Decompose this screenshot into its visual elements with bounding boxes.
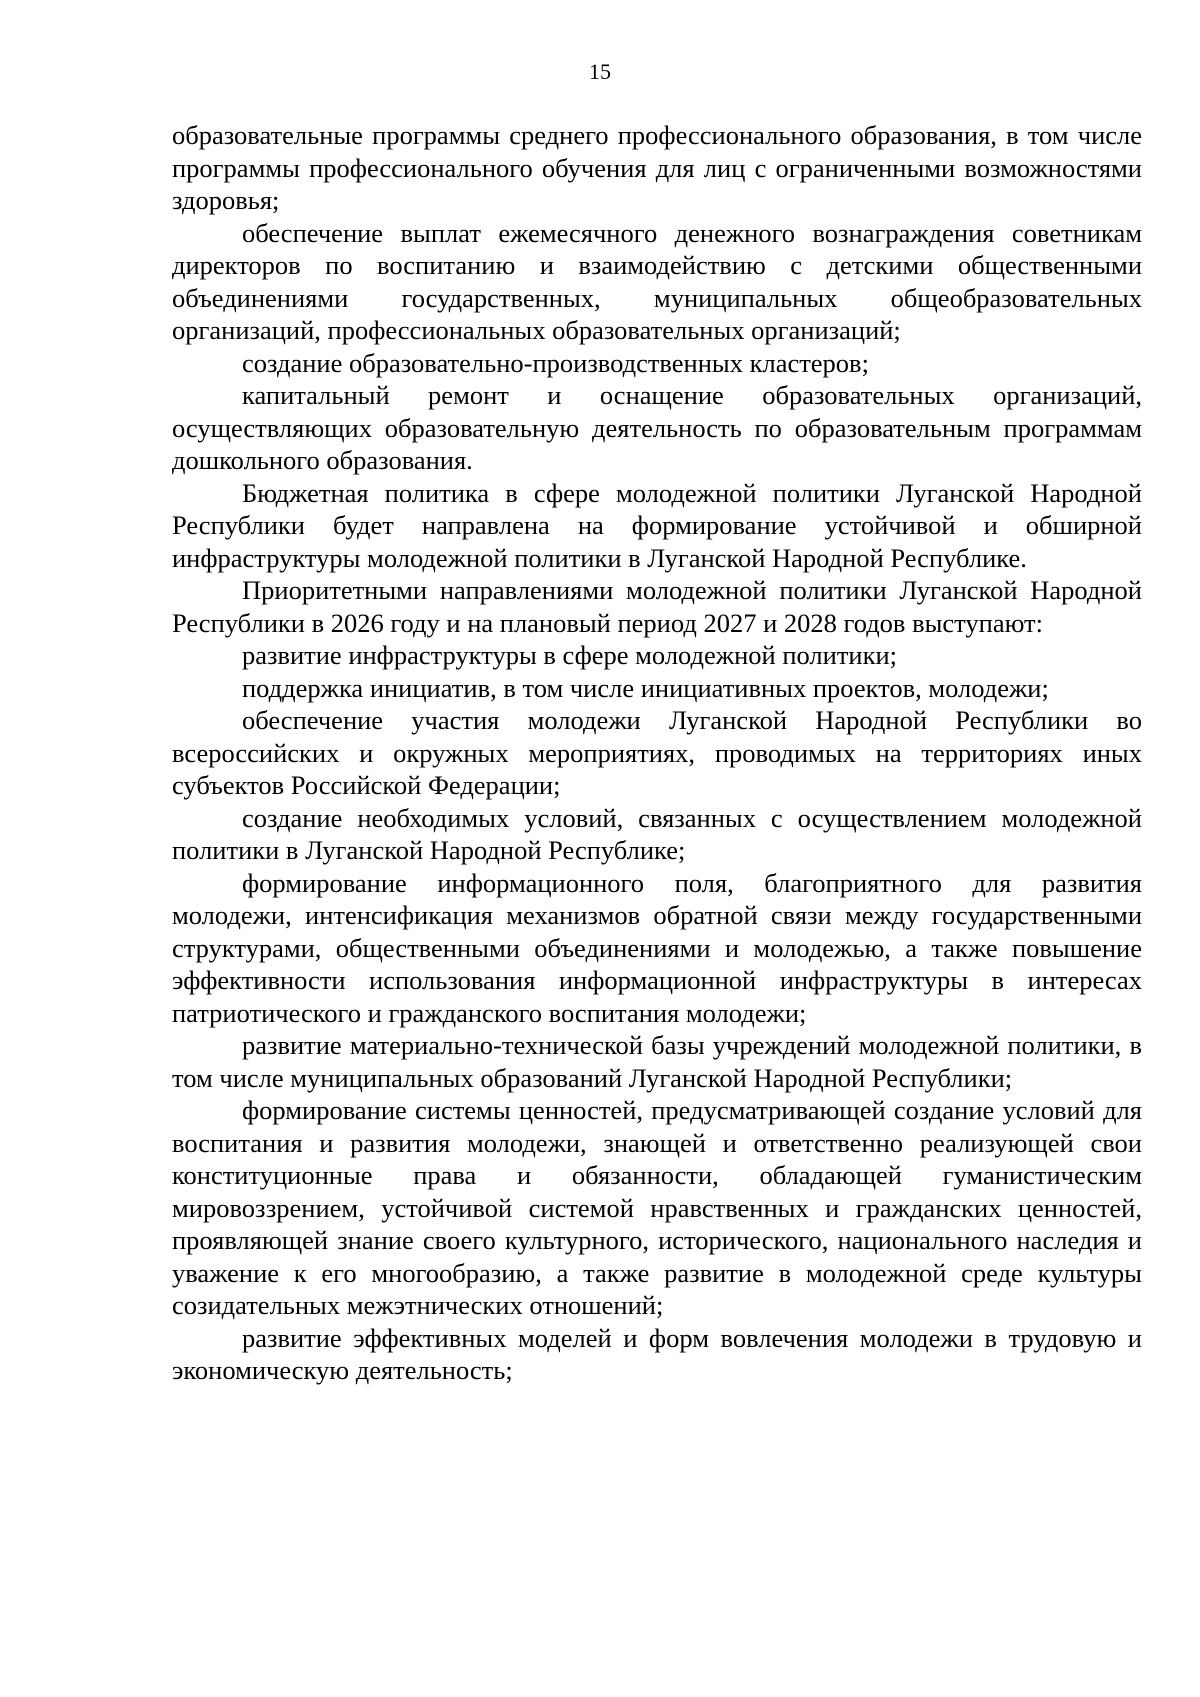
paragraph: развитие материально-технической базы учреждений молодежной политики, в том числе муниципальных образований Луганской Народной Республики; [172, 1030, 1142, 1093]
paragraph: Приоритетными направлениями молодежной политики Луганской Народной Республики в 2026 году и на плановый период 2027 и 2028 годов выступают: [172, 575, 1142, 638]
paragraph: формирование информационного поля, благоприятного для развития молодежи, интенсификация механизмов обратной связи между государственными структурами, общественными объединениями и молодежью, а также повышение эффективности использования информационной инфраструктуры в интересах патриотического и гражданского воспитания молодежи; [172, 867, 1142, 1028]
paragraph: капитальный ремонт и оснащение образовательных организаций, осуществляющих образовательную деятельность по образовательным программам дошкольного образования. [172, 380, 1142, 475]
paragraph: поддержка инициатив, в том числе инициативных проектов, молодежи; [242, 672, 1049, 703]
paragraph: обеспечение выплат ежемесячного денежного вознаграждения советникам директоров по воспитанию и взаимодействию с детскими общественными объединениями государственных, муниципальных общеобразовательных организаций, профессиональных образовательных организаций; [172, 217, 1142, 345]
paragraph: развитие эффективных моделей и форм вовлечения молодежи в трудовую и экономическую деятельность; [172, 1322, 1142, 1385]
paragraph: формирование системы ценностей, предусматривающей создание условий для воспитания и развития молодежи, знающей и ответственно реализующей свои конституционные права и обязанности, обладающей гуманистическим мировоззрением, устойчивой системой нравственных и гражданских ценностей, проявляющей знание своего культурного, исторического, национального наследия и уважение к его многообразию, а также развитие в молодежной среде культуры созидательных межэтнических отношений; [172, 1095, 1142, 1320]
paragraph: Бюджетная политика в сфере молодежной политики Луганской Народной Республики будет направлена на формирование устойчивой и обширной инфраструктуры молодежной политики в Луганской Народной Республике. [172, 477, 1142, 573]
paragraph: обеспечение участия молодежи Луганской Народной Республики во всероссийских и окружных мероприятиях, проводимых на территориях иных субъектов Российской Федерации; [172, 705, 1142, 800]
paragraph: развитие инфраструктуры в сфере молодежной политики; [242, 640, 898, 670]
paragraph: создание необходимых условий, связанных с осуществлением молодежной политики в Луганской Народной Республике; [172, 802, 1142, 865]
paragraph: создание образовательно-производственных кластеров; [242, 347, 869, 378]
paragraph: образовательные программы среднего профессионального образования, в том числе программы профессионального обучения для лиц с ограниченными возможностями здоровья; [172, 120, 1142, 215]
document-body [172, 119, 1142, 1387]
page-number: 15 [589, 59, 611, 84]
